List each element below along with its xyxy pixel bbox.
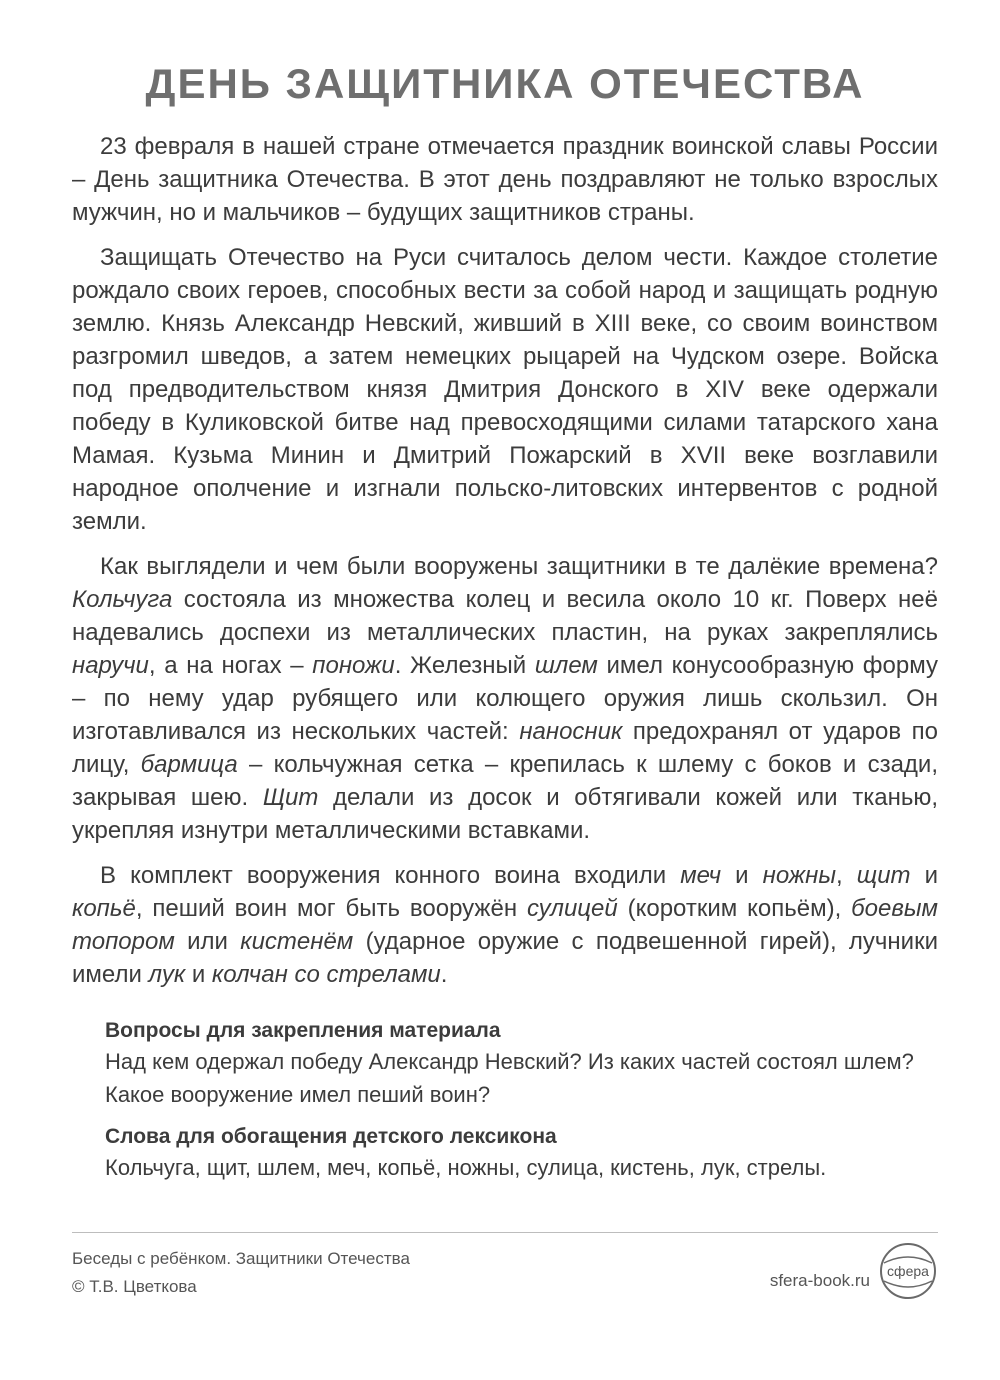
footer-divider [72, 1232, 938, 1233]
text-run: (ударное оружие с подвешенной гирей), лучники имели [72, 928, 938, 988]
book-title: Беседы с ребёнком. Защитники Отечества [72, 1249, 410, 1268]
text-run: или [174, 928, 241, 955]
review-section [105, 1017, 938, 1184]
copyright: © Т.В. Цветкова [72, 1277, 197, 1296]
term: наручи [72, 652, 149, 679]
term: Щит [262, 784, 319, 811]
questions-heading: Вопросы для закрепления материала [105, 1019, 501, 1042]
text-run: состояла из множества колец и весила около 10 кг. Поверх неё надевались доспехи из металлических пластин, на руках закреплялись [72, 586, 938, 646]
term: щит [856, 862, 911, 889]
text-run: Как выглядели и чем были вооружены защитники в те далёкие времена? [100, 553, 938, 580]
text-run: делали из досок и обтягивали кожей или тканью, укрепляя изнутри металлическими вставками. [72, 784, 938, 844]
paragraph [72, 130, 938, 229]
logo-text: сфера [887, 1263, 929, 1279]
text-run: 23 февраля в нашей стране отмечается праздник воинской славы России – День защитника Отечества. В этот день поздравляют не только взрослых мужчин, но и мальчиков – будущих защитников страны. [72, 133, 938, 226]
page-title: ДЕНЬ ЗАЩИТНИКА ОТЕЧЕСТВА [145, 60, 865, 107]
text-run: , [836, 862, 857, 889]
text-run: , а на ногах – [148, 652, 313, 679]
term: ножны [762, 862, 837, 889]
paragraph [72, 241, 938, 538]
text-run: В комплект вооружения конного воина входили [100, 862, 681, 889]
questions-text: Над кем одержал победу Александр Невский? Из каких частей состоял шлем? Какое вооружение имел пеший воин? [105, 1049, 914, 1107]
text-run: . Железный [394, 652, 535, 679]
term: бармица [140, 751, 238, 778]
term: кистенём [240, 928, 354, 955]
text-run: предохранял от ударов по лицу, [72, 718, 938, 778]
text-run: . [440, 961, 448, 988]
term: лук [148, 961, 186, 988]
website-link[interactable]: sfera-book.ru [769, 1271, 870, 1290]
vocabulary-text: Кольчуга, щит, шлем, меч, копьё, ножны, сулица, кистень, лук, стрелы. [105, 1155, 827, 1180]
text-run: и [721, 862, 763, 889]
vocabulary-heading: Слова для обогащения детского лексикона [105, 1125, 557, 1148]
term: меч [680, 862, 722, 889]
term: наносник [519, 718, 623, 745]
term: поножи [312, 652, 395, 679]
text-run: – кольчужная сетка – крепилась к шлему с боков и сзади, закрывая шею. [72, 751, 938, 811]
term: колчан со стрелами [211, 961, 441, 988]
term: копьё [72, 895, 136, 922]
text-run: (коротким копьём), [617, 895, 852, 922]
paragraph [72, 550, 938, 847]
text-run: и [910, 862, 939, 889]
article-body [72, 130, 938, 991]
term: боевым топором [72, 895, 938, 955]
text-run: , пеший воин мог быть вооружён [135, 895, 527, 922]
sfera-logo-icon [878, 1241, 938, 1301]
paragraph [72, 859, 938, 991]
footer-credits [72, 1245, 410, 1301]
text-run: Защищать Отечество на Руси считалось делом чести. Каждое столетие рождало своих героев, способных вести за собой народ и защищать родную землю. Князь Александр Невский, живший в XIII веке, со своим воинством разгромил шведов, а затем немецких рыцарей на Чудском озере. Войска под предводительством князя Дмитрия Донского в XIV веке одержали победу в Куликовской битве над превосходящими силами татарского хана Мамая. Кузьма Минин и Дмитрий Пожарский в XVII веке возглавили народное ополчение и изгнали польско-литовских интервентов с родной земли. [72, 244, 938, 535]
term: сулицей [526, 895, 618, 922]
text-run: имел конусообразную форму – по нему удар рубящего или колющего оружия лишь скользил. Он изготавливался из нескольких частей: [72, 652, 938, 745]
page [72, 58, 938, 1196]
term: шлем [534, 652, 598, 679]
term: Кольчуга [72, 586, 173, 613]
text-run: и [185, 961, 212, 988]
